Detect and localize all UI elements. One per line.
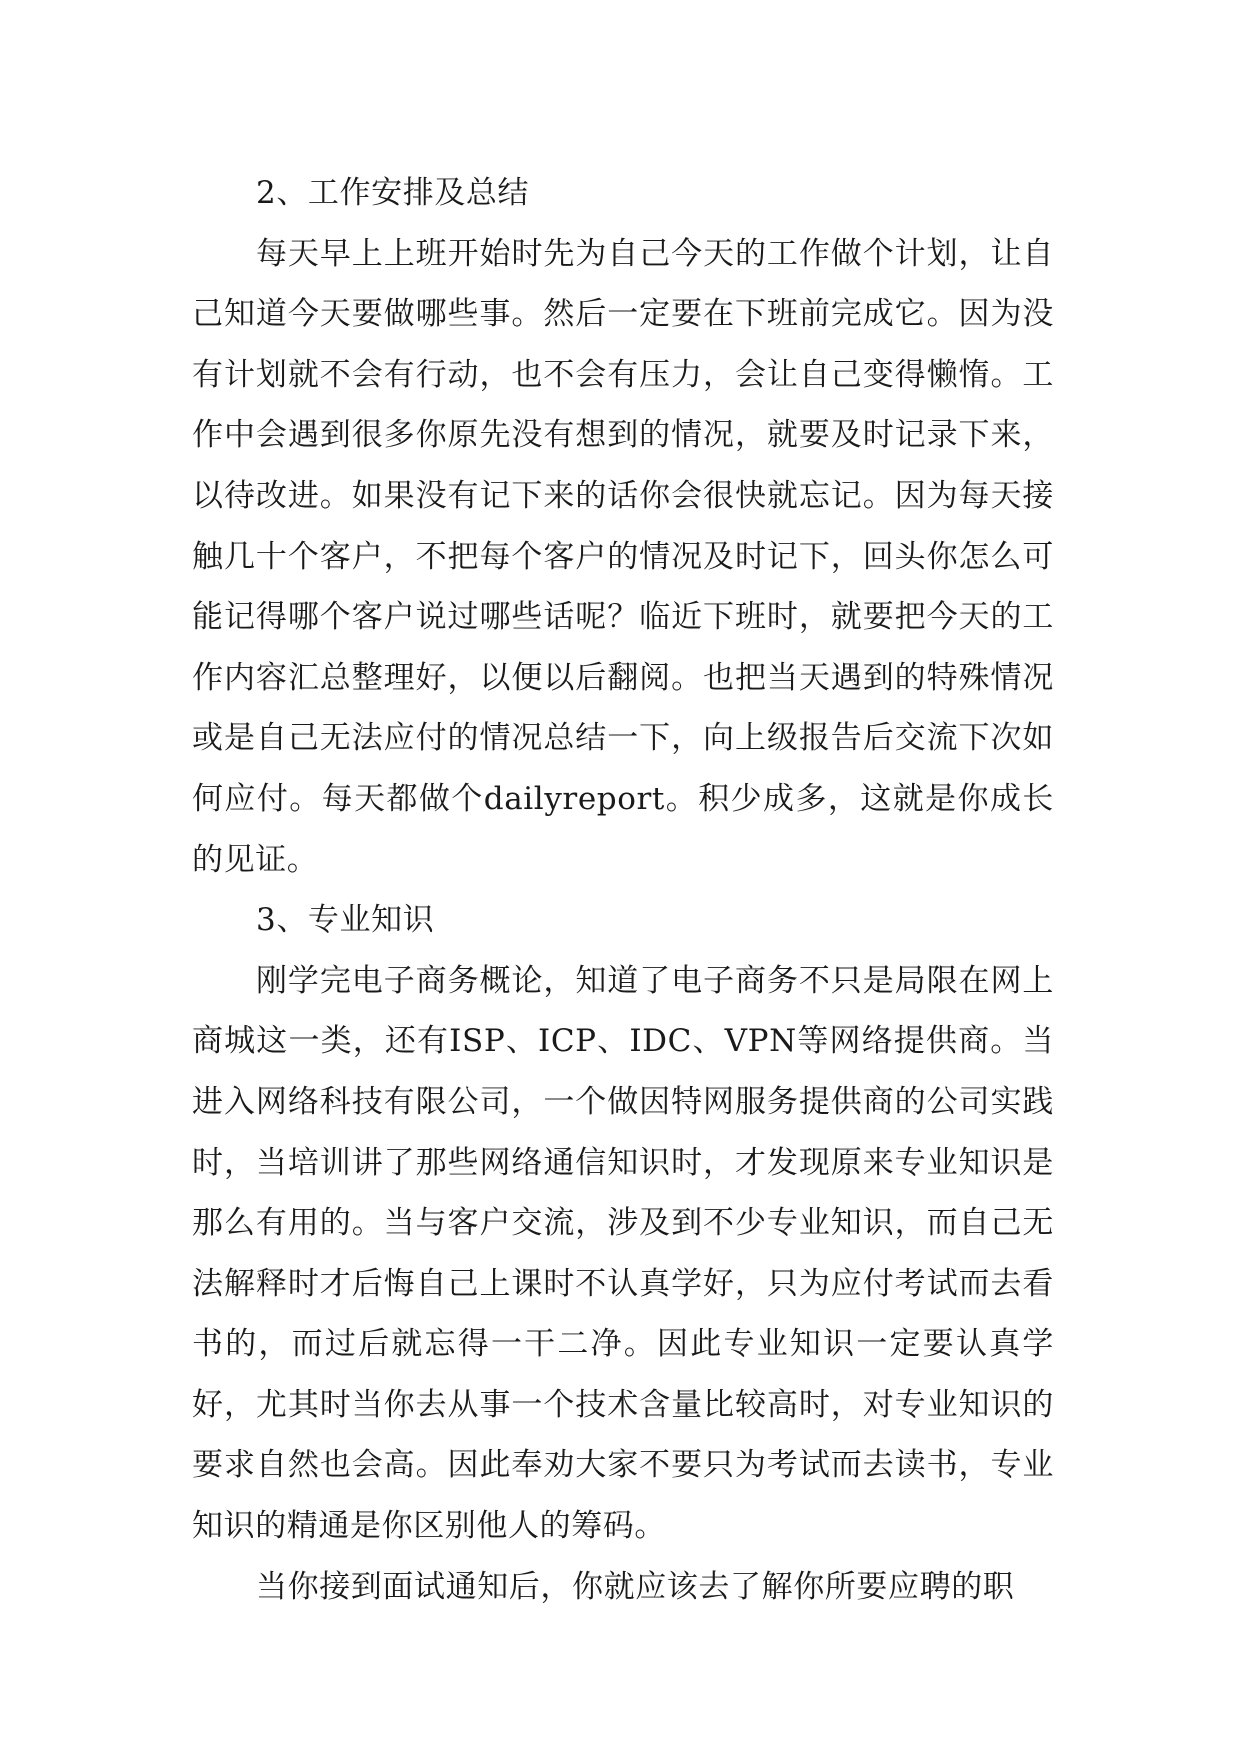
trailing-paragraph: 当你接到面试通知后，你就应该去了解你所要应聘的职 <box>256 1568 1015 1605</box>
section-2-heading: 2、工作安排及总结 <box>256 175 530 211</box>
section-3-heading: 3、专业知识 <box>256 902 435 939</box>
section-2-paragraph: 每天早上上班开始时先为自己今天的工作做个计划，让自己知道今天要做哪些事。然后一定要在下班前完成它。因为没有计划就不会有行动，也不会有压力，会让自己变得懒惰。工作中会遇到很多你原先没有想到的情况，就要及时记录下来，以待改进。如果没有记下来的话你会很快就忘记。因为每天接触几十个客户，不把每个客户的情况及时记下，回头你怎么可能记得哪个客户说过哪些话呢？临近下班时，就要把今天的工作内容汇总整理好，以便以后翻阅。也把当天遇到的特殊情况或是自己无法应付的情况总结一下，向上级报告后交流下次如何应付。每天都做个dailyreport。积少成多，这就是你成长的见证。 <box>192 235 1054 878</box>
document-body <box>192 163 1054 1617</box>
section-3-paragraph: 刚学完电子商务概论，知道了电子商务不只是局限在网上商城这一类，还有ISP、ICP、IDC、VPN等网络提供商。当进入网络科技有限公司，一个做因特网服务提供商的公司实践时，当培训讲了那些网络通信知识时，才发现原来专业知识是那么有用的。当与客户交流，涉及到不少专业知识，而自己无法解释时才后悔自己上课时不认真学好，只为应付考试而去看书的，而过后就忘得一干二净。因此专业知识一定要认真学好，尤其时当你去从事一个技术含量比较高时，对专业知识的要求自然也会高。因此奉劝大家不要只为考试而去读书，专业知识的精通是你区别他人的筹码。 <box>192 962 1054 1545</box>
